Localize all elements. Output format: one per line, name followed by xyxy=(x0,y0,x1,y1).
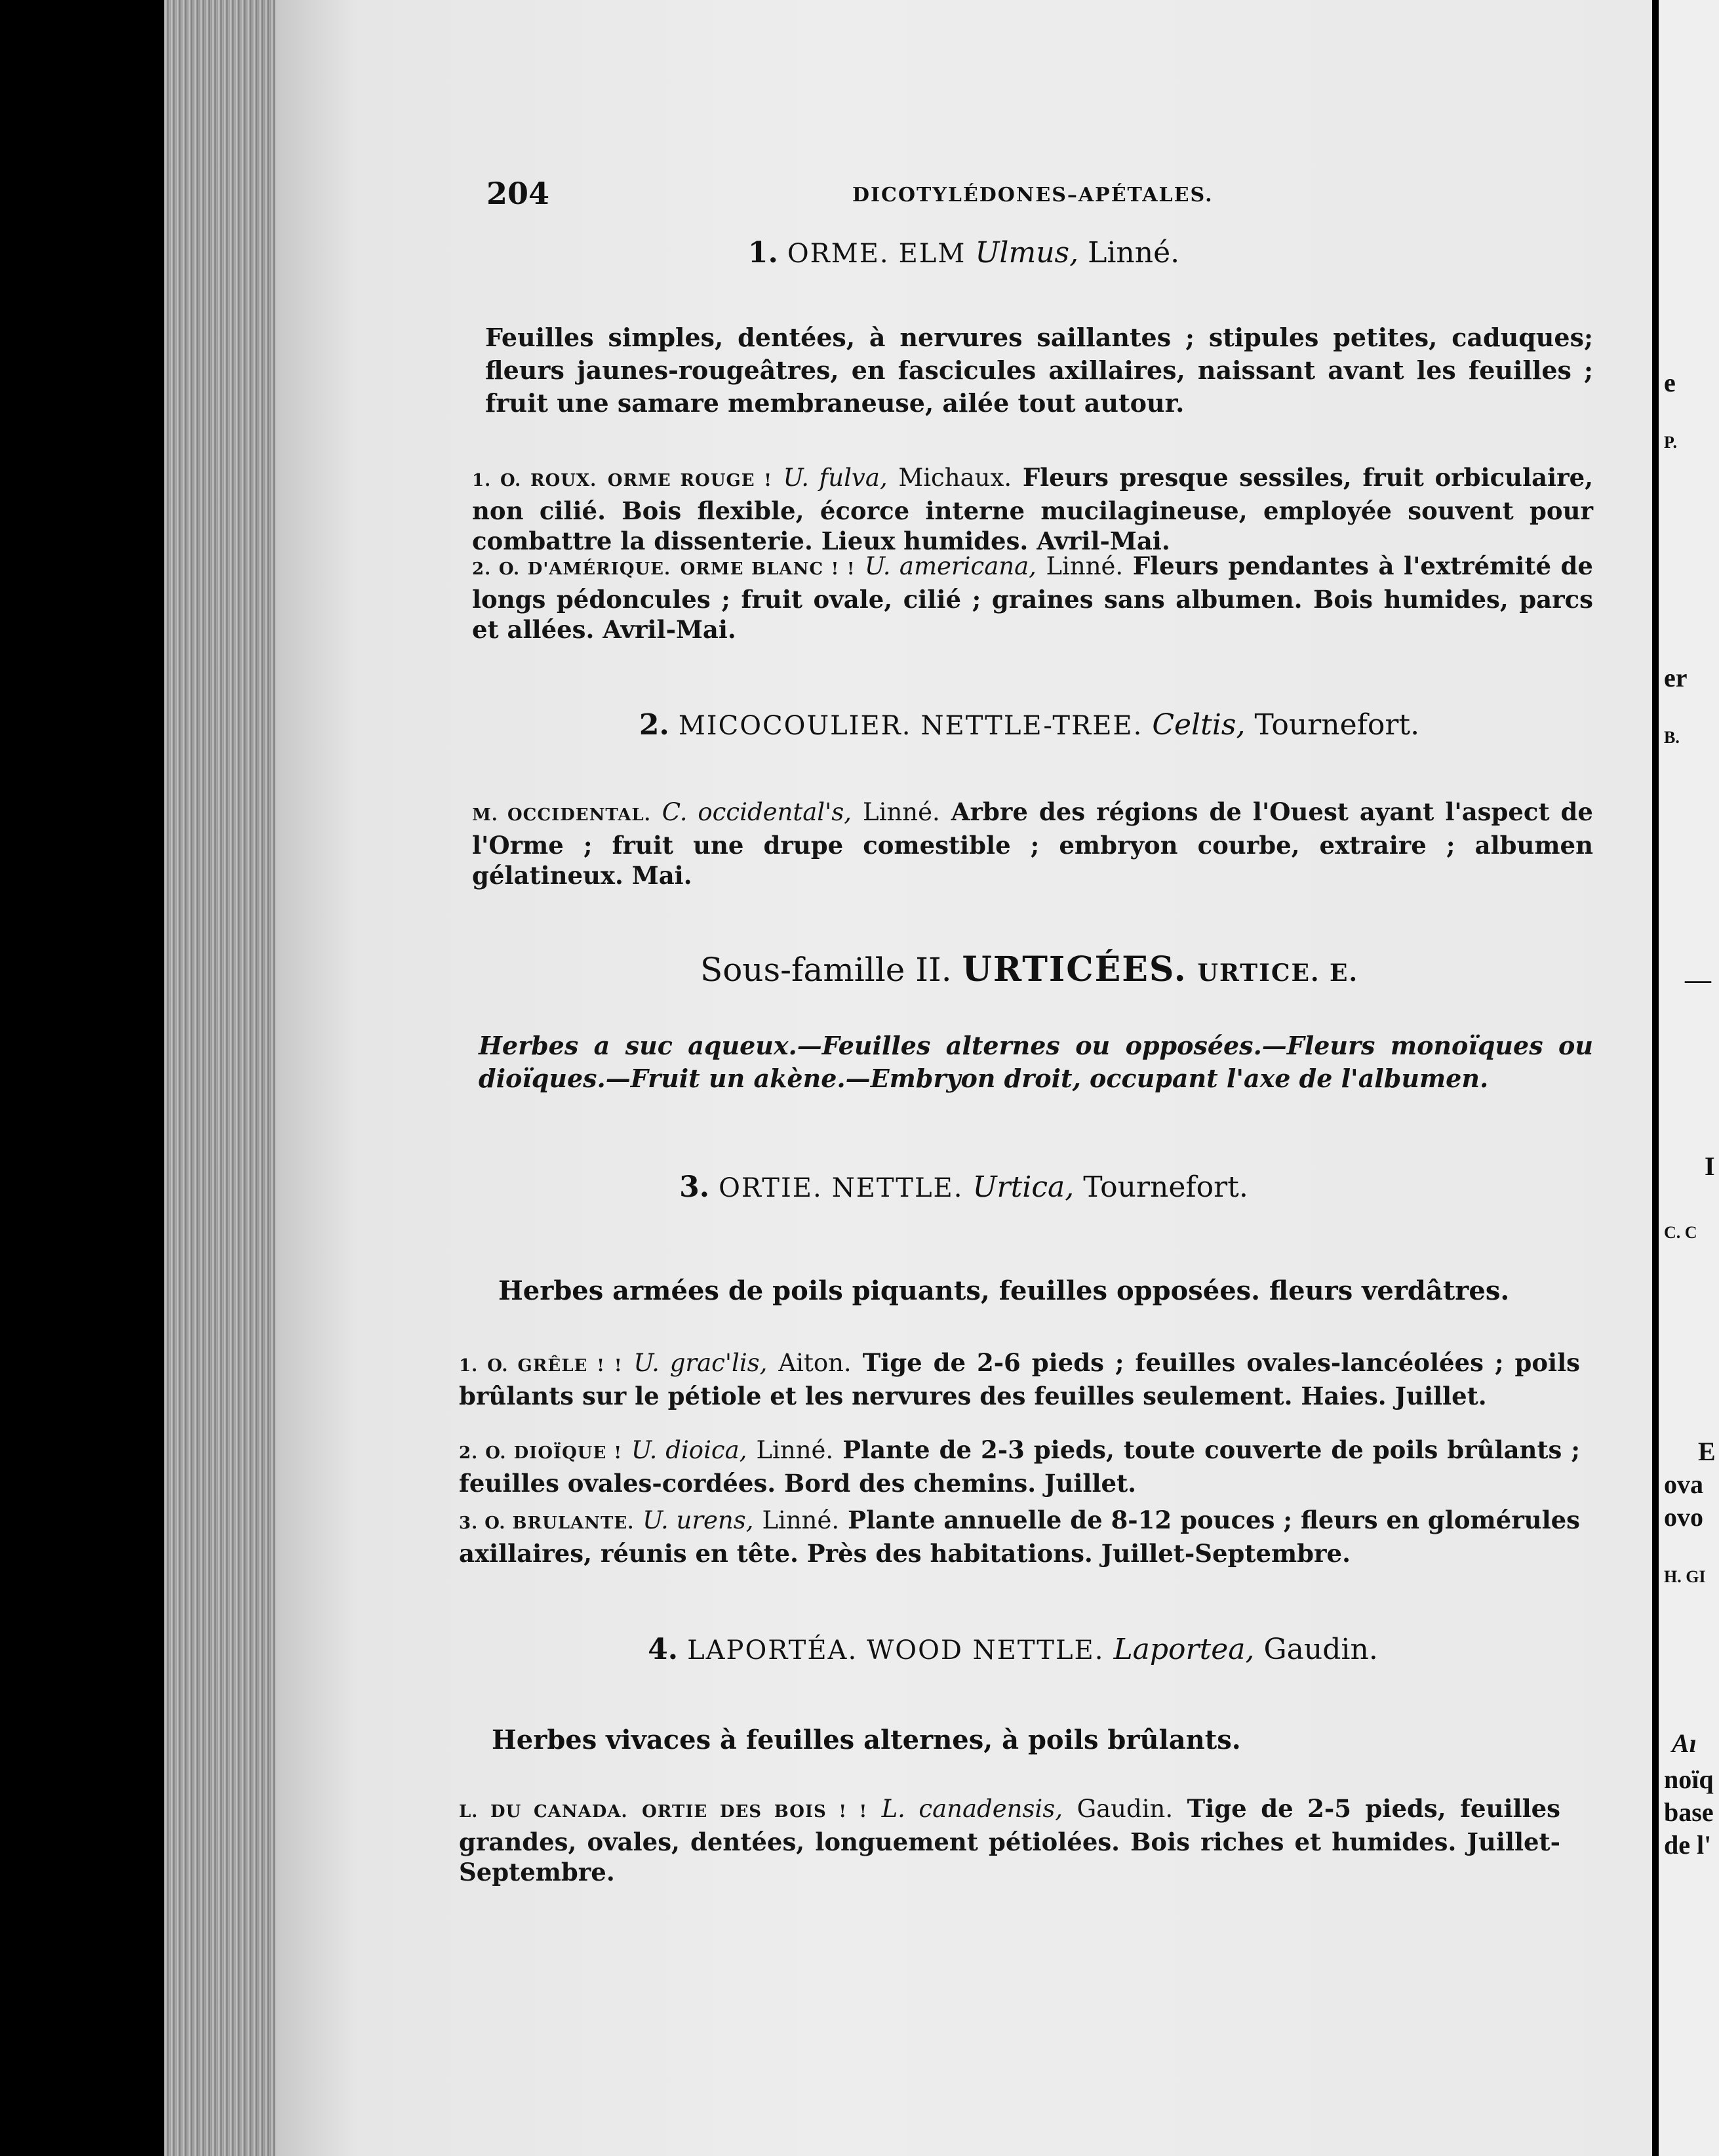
species-description: Fleurs pendantes à l'extrémité de longs pédoncules ; fruit ovale, cilié ; graines sans albumen. Bois humides, parcs et allées. Avril-Mai. xyxy=(472,551,1593,644)
facing-page-edge xyxy=(1652,0,1719,2156)
species-description: Tige de 2-5 pieds, feuilles grandes, ovales, dentées, longuement pétiolées. Bois riches et humides. Juillet-Septembre. xyxy=(459,1794,1561,1886)
species-vernacular-name: ORTIE DES BOIS ! ! xyxy=(642,1802,868,1822)
running-head: DICOTYLÉDONES–APÉTALES. xyxy=(852,184,1214,207)
facing-page-fragment: de l' xyxy=(1664,1830,1712,1860)
species-scientific-name: L. canadensis, xyxy=(881,1795,1063,1823)
genus-heading-urtica xyxy=(472,1170,1455,1204)
species-label: 1. O. GRÊLE ! ! xyxy=(459,1356,623,1376)
subfamily-heading xyxy=(472,949,1587,989)
species-description: Fleurs presque sessiles, fruit orbiculaire, non cilié. Bois flexible, écorce interne mucilagineuse, employée souvent pour combattre la dissenterie. Lieux humides. Avril-Mai. xyxy=(472,463,1594,555)
facing-page-fragment: C. C xyxy=(1664,1223,1697,1242)
genus-author: Linné. xyxy=(1088,236,1180,270)
species-description: Plante de 2-3 pieds, toute couverte de poils brûlants ; feuilles ovales-cordées. Bord des chemins. Juillet. xyxy=(459,1435,1581,1498)
species-entry xyxy=(459,1793,1560,1887)
facing-page-fragment: noïq xyxy=(1664,1765,1714,1794)
genus-description-urtica: Herbes armées de poils piquants, feuilles opposées. fleurs verdâtres. xyxy=(498,1275,1510,1306)
subfamily-title: Sous-famille II. xyxy=(700,951,952,989)
genus-description-laportea: Herbes vivaces à feuilles alternes, à poils brûlants. xyxy=(492,1725,1241,1755)
species-entry xyxy=(459,1505,1580,1568)
genus-latin-name: Ulmus, xyxy=(975,236,1079,270)
species-entry xyxy=(459,1435,1580,1498)
genus-english-name: WOOD NETTLE. xyxy=(867,1635,1105,1666)
species-scientific-name: U. urens, xyxy=(642,1506,754,1534)
genus-author: Tournefort. xyxy=(1083,1170,1248,1204)
genus-french-name: LAPORTÉA. xyxy=(687,1635,858,1666)
genus-english-name: NETTLE. xyxy=(831,1173,964,1203)
genus-number: 3. xyxy=(679,1170,710,1204)
book-page xyxy=(275,0,1652,2156)
facing-page-fragment: H. GI xyxy=(1664,1567,1706,1586)
species-label: 3. O. BRULANTE. xyxy=(459,1513,635,1533)
subfamily-description: Herbes a suc aqueux.—Feuilles alternes ou opposées.—Fleurs monoïques ou dioïques.—Fruit un akène.—Embryon droit, occupant l'axe de l'albumen. xyxy=(479,1031,1593,1093)
subfamily-latin-name: URTICE. E. xyxy=(1197,959,1359,987)
species-author: Linné. xyxy=(1046,552,1124,580)
genus-latin-name: Urtica, xyxy=(972,1170,1075,1204)
genus-english-name: ELM xyxy=(898,239,966,269)
species-author: Aiton. xyxy=(778,1349,852,1377)
facing-page-fragment: — xyxy=(1685,965,1711,994)
genus-heading-laportea xyxy=(472,1633,1554,1666)
genus-number: 4. xyxy=(648,1633,679,1666)
species-vernacular-name: ORME BLANC ! ! xyxy=(680,559,856,579)
subfamily-name: URTICÉES. xyxy=(962,949,1187,989)
species-entry xyxy=(459,1348,1580,1411)
facing-page-fragment: P. xyxy=(1664,433,1677,452)
genus-latin-name: Laportea, xyxy=(1113,1633,1255,1666)
species-author: Linné. xyxy=(756,1436,834,1464)
species-description: Tige de 2-6 pieds ; feuilles ovales-lancéolées ; poils brûlants sur le pétiole et les nervures des feuilles seulement. Haies. Juillet. xyxy=(459,1348,1580,1410)
page-number: 204 xyxy=(486,176,550,211)
facing-page-fragment: ovo xyxy=(1664,1502,1703,1532)
species-author: Linné. xyxy=(762,1506,840,1534)
genus-heading-celtis xyxy=(472,708,1587,742)
genus-author: Tournefort. xyxy=(1254,708,1420,742)
species-entry xyxy=(472,797,1593,890)
facing-page-fragment: base xyxy=(1664,1797,1714,1827)
genus-french-name: ORME. xyxy=(787,239,890,269)
species-label: 1. O. ROUX. xyxy=(472,471,597,490)
genus-description-ulmus: Feuilles simples, dentées, à nervures saillantes ; stipules petites, caduques; fleurs jaunes-rougeâtres, en fascicules axillaires, naissant avant les feuilles ; fruit une samare membraneuse, ailée tout autour. xyxy=(485,323,1593,418)
species-label: L. DU CANADA. xyxy=(459,1802,628,1822)
species-entry xyxy=(472,551,1593,645)
facing-page-fragment: E xyxy=(1698,1437,1716,1466)
facing-page-fragment: e xyxy=(1664,368,1676,397)
genus-heading-ulmus xyxy=(538,236,1390,270)
species-description: Arbre des régions de l'Ouest ayant l'aspect de l'Orme ; fruit une drupe comestible ; embryon courbe, extraire ; albumen gélatineux. Mai. xyxy=(472,797,1593,890)
species-description: Plante annuelle de 8-12 pouces ; fleurs en glomérules axillaires, réunis en tête. Près des habitations. Juillet-Septembre. xyxy=(459,1506,1581,1568)
facing-page-fragment: I xyxy=(1705,1151,1715,1181)
facing-page-fragment: ova xyxy=(1664,1469,1703,1499)
species-author: Michaux. xyxy=(898,464,1012,492)
species-scientific-name: U. grac'lis, xyxy=(633,1349,768,1377)
facing-page-fragment: Aı xyxy=(1672,1728,1697,1758)
genus-number: 2. xyxy=(639,708,669,742)
species-entry xyxy=(472,462,1593,556)
facing-page-fragment: er xyxy=(1664,663,1688,692)
species-scientific-name: U. americana, xyxy=(864,552,1037,580)
species-label: 2. O. DIOÏQUE ! xyxy=(459,1443,622,1463)
species-author: Linné. xyxy=(863,798,940,826)
genus-number: 1. xyxy=(747,236,778,270)
species-label: M. OCCIDENTAL. xyxy=(472,805,651,825)
genus-french-name: MICOCOULIER. xyxy=(678,711,912,741)
genus-french-name: ORTIE. xyxy=(719,1173,823,1203)
genus-author: Gaudin. xyxy=(1263,1633,1378,1666)
facing-page-fragment: B. xyxy=(1664,728,1680,747)
species-label: 2. O. D'AMÉRIQUE. xyxy=(472,559,671,579)
species-author: Gaudin. xyxy=(1077,1795,1174,1823)
species-scientific-name: C. occidental's, xyxy=(662,798,852,826)
genus-english-name: NETTLE-TREE. xyxy=(920,711,1143,741)
genus-latin-name: Celtis, xyxy=(1152,708,1246,742)
species-scientific-name: U. fulva, xyxy=(783,464,888,492)
species-vernacular-name: ORME ROUGE ! xyxy=(607,471,772,490)
species-scientific-name: U. dioica, xyxy=(631,1436,747,1464)
